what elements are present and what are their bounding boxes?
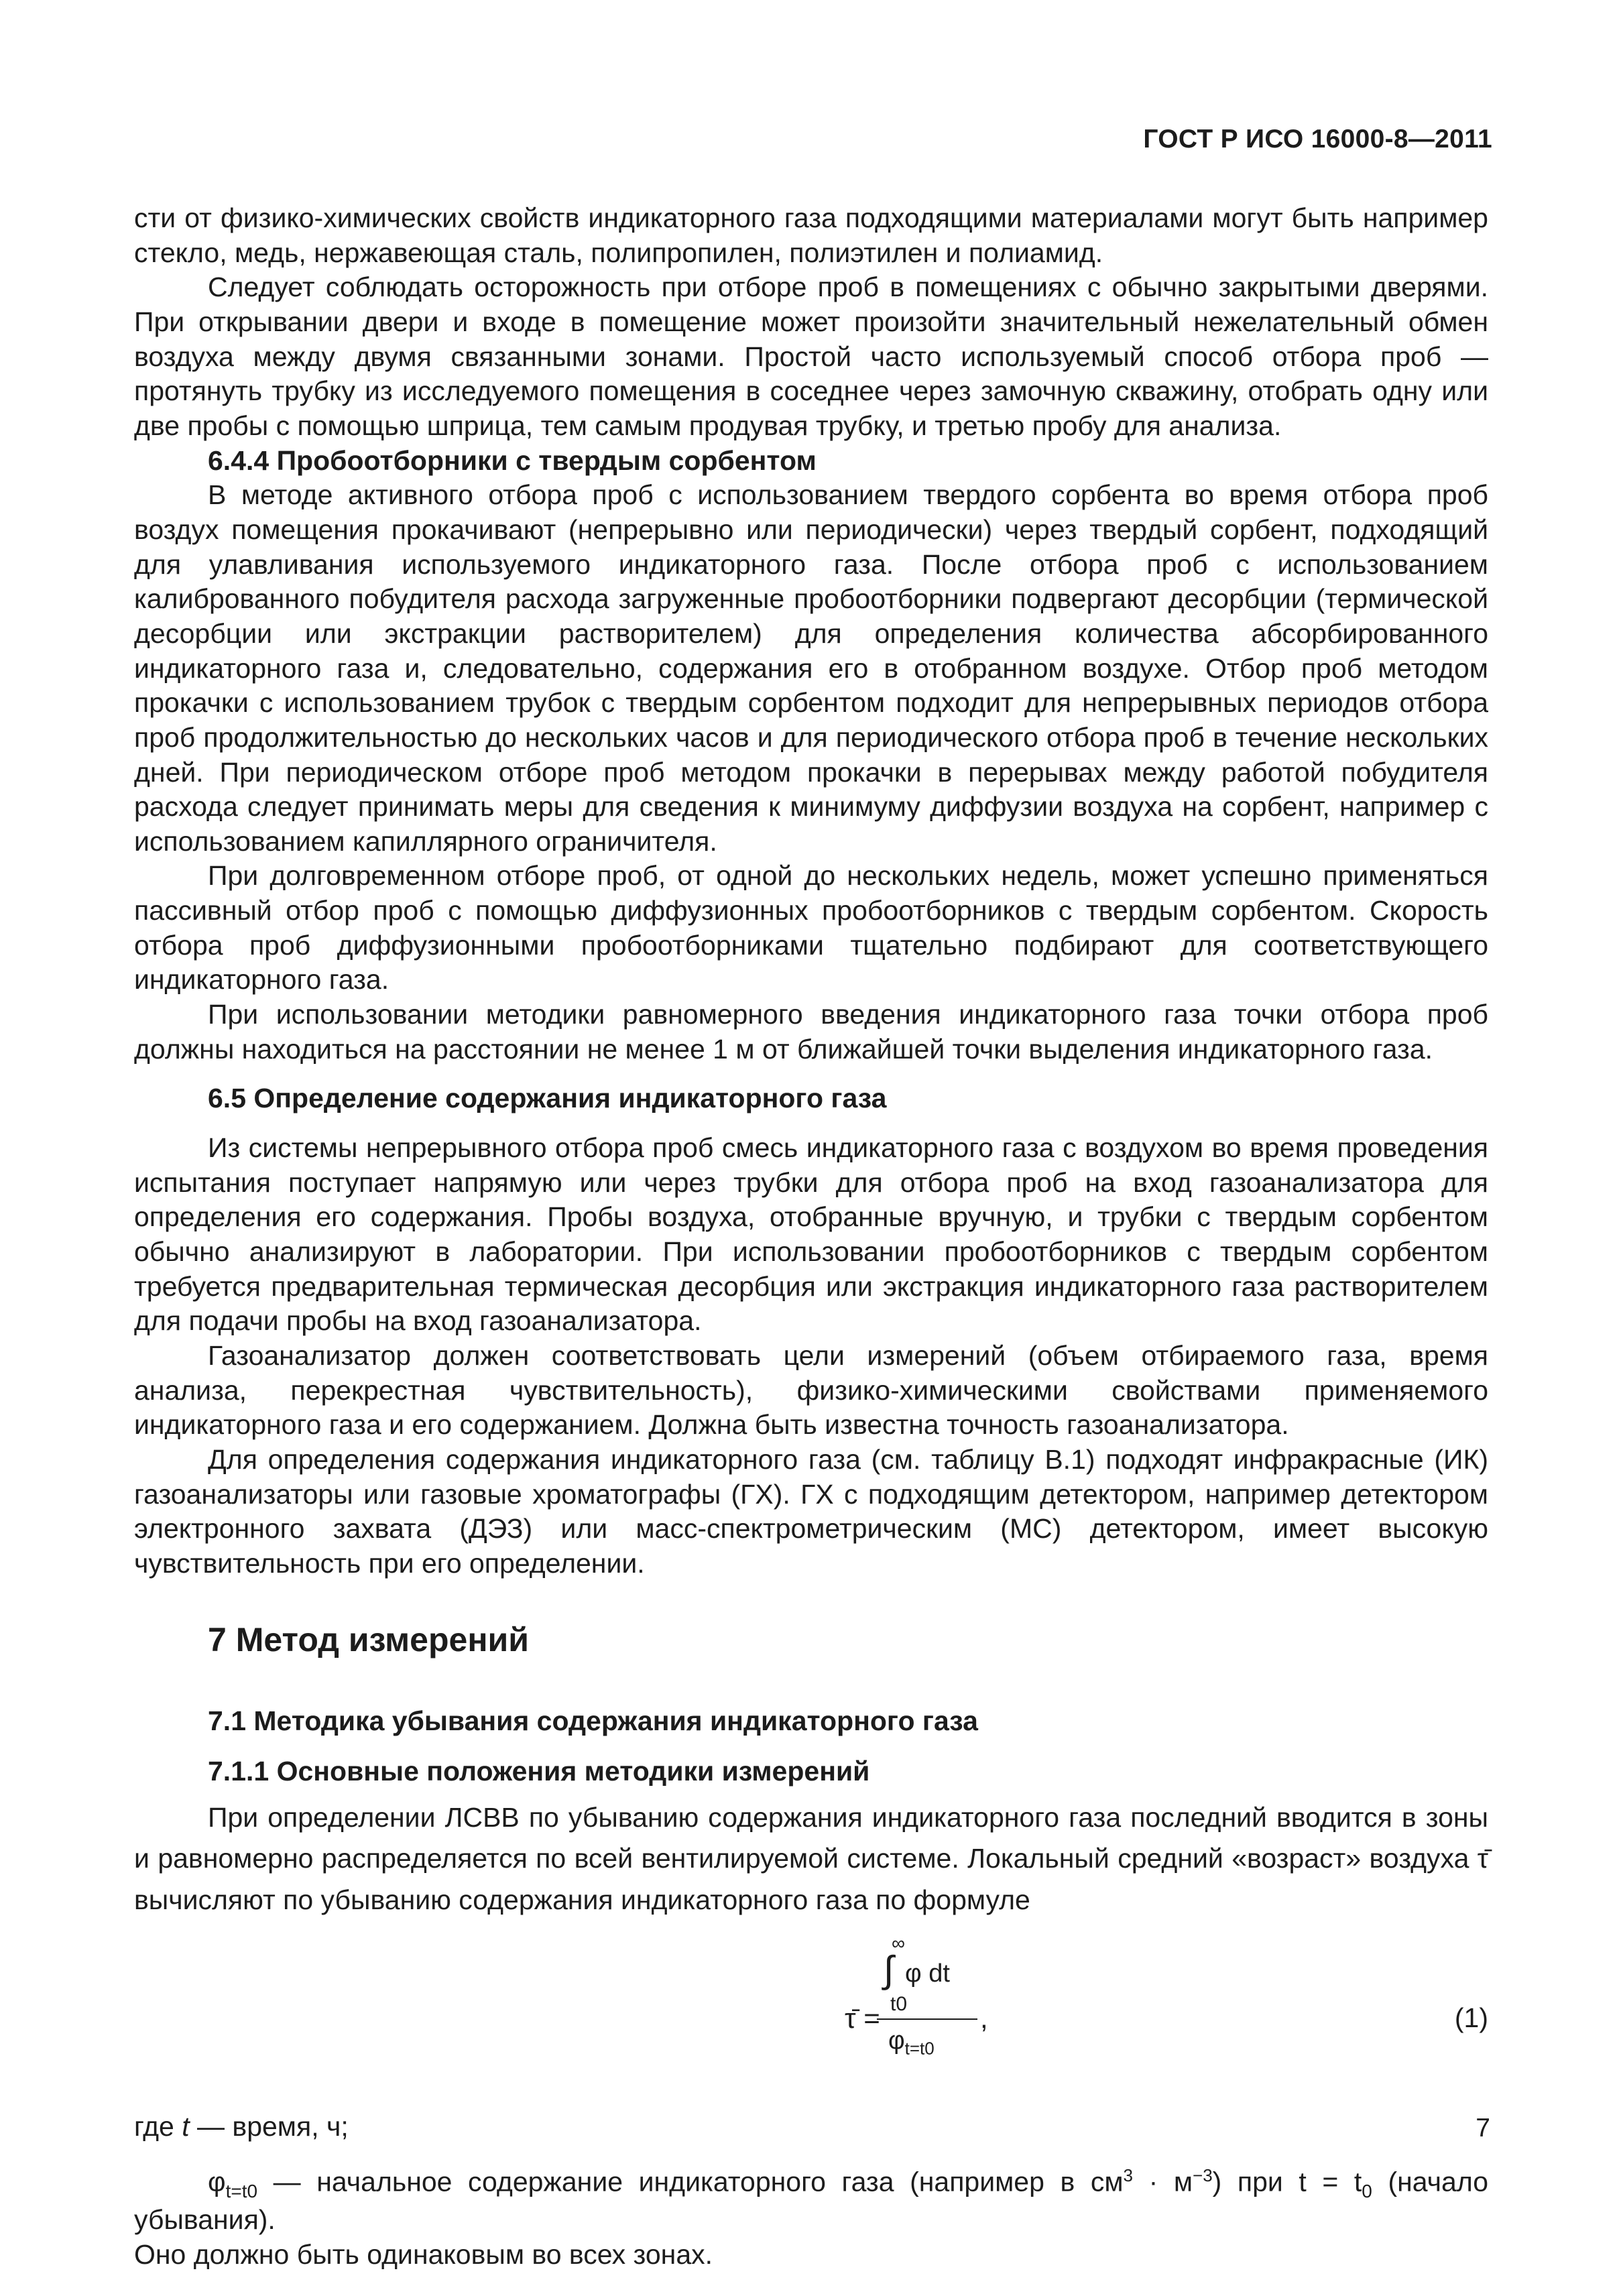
paragraph: При определении ЛСВВ по убыванию содержания индикаторного газа последний вводится в зоны и равномерно распределяется по всей вентилируемой системе. Локальный средний «возраст» воздуха τ̄ вычисляют по убыванию содержания индикаторного газа по формуле [134,1801,1488,1915]
paragraph: Из системы непрерывного отбора проб смесь индикаторного газа с воздухом во время проведения испытания поступает напрямую или через трубки для отбора проб на вход газоанализатора для определения его содержания. Пробы воздуха, отобранные вручную, и трубки с твердым сорбентом обычно анализируют в лаборатории. При использовании пробоотборников с твердым сорбентом требуется предварительная термическая десорбция или экстракция индикаторного газа растворителем для подачи пробы на вход газоанализатора. [134,1132,1488,1337]
standard-number: ГОСТ Р ИСО 16000-8—2011 [1143,125,1492,154]
body-text [134,201,1488,2272]
paragraph: Для определения содержания индикаторного газа (см. таблицу В.1) подходят инфракрасные (ИК) газоанализаторы или газовые хроматографы (ГХ). ГХ с подходящим детектором, например детектором электронного захвата (ДЭЗ) или масс-спектрометрическим (МС) детектором, имеет высокую чувствительность при его определении. [134,1443,1488,1579]
formula-integrand: φ dt [905,1959,950,1988]
paragraph: Следует соблюдать осторожность при отборе проб в помещениях с обычно закрытыми дверями. При открывании двери и входе в помещение может произойти значительный нежелательный обмен воздуха между двумя связанными зонами. Простой часто используемый способ отбора проб — протянуть трубку из исследуемого помещения в соседнее через замочную скважину, отобрать одну или две пробы с помощью шприца, тем самым продувая трубку, и третью пробу для анализа. [134,271,1488,441]
paragraph: При долговременном отборе проб, от одной до нескольких недель, может успешно применяться пассивный отбор проб с помощью диффузионных пробоотборников с твердым сорбентом. Скорость отбора проб диффузионными пробоотборниками тщательно подбирают для соответствующего индикаторного газа. [134,860,1488,995]
paragraph: Газоанализатор должен соответствовать цели измерений (объем отбираемого газа, время анализа, перекрестная чувствительность), физико-химическими свойствами применяемого индикаторного газа и его содержанием. Должна быть известна точность газоанализатора. [134,1340,1488,1441]
section-heading-7-1-1: 7.1.1 Основные положения методики измерений [208,1756,870,1787]
formula-infinity: ∞ [892,1933,905,1954]
formula-comma: , [980,2002,988,2035]
fraction-bar [877,2018,977,2020]
section-heading-7: 7 Метод измерений [208,1620,530,1658]
paragraph: При использовании методики равномерного введения индикаторного газа точки отбора проб должны находиться на расстоянии не менее 1 м от ближайшей точки выделения индикаторного газа. [134,999,1488,1065]
formula-lower-limit: t0 [890,1993,908,2016]
definition-t: где t — время, ч; [134,2111,349,2142]
definition-phi-continued: Оно должно быть одинаковым во всех зонах. [134,2238,713,2270]
section-heading-7-1: 7.1 Методика убывания содержания индикаторного газа [208,1705,978,1736]
formula-lhs: τ̄ = [845,2002,880,2035]
formula-number: (1) [1454,2002,1488,2034]
page-number: 7 [1476,2114,1490,2142]
section-heading-6-5: 6.5 Определение содержания индикаторного газа [208,1083,887,1114]
formula-denominator: $\varphi_{t=t0}$ [888,2027,935,2059]
formula-1 [134,1931,1488,2099]
section-heading-6-4-4: 6.4.4 Пробоотборники с твердым сорбентом [208,444,817,476]
paragraph: сти от физико-химических свойств индикаторного газа подходящими материалами могут быть например стекло, медь, нержавеющая сталь, полипропилен, полиэтилен и полиамид. [134,202,1488,268]
formula-integral: ∫ [884,1948,894,1991]
definition-phi: $\varphi_{t=t0}$ — начальное содержание индикаторного газа (например в $см^3 \cdot м^{-3}$) при $t = t_0$ (начало убывания). [134,2165,1489,2236]
paragraph: В методе активного отбора проб с использованием твердого сорбента во время отбора проб воздух помещения прокачивают (непрерывно или периодически) через твердый сорбент, подходящий для улавливания используемого индикаторного газа. После отбора проб с использованием калиброванного побудителя расхода загруженные пробоотборники подвергают десорбции (термической десорбции или экстракции растворителем) для определения количества абсорбированного индикаторного газа и, следовательно, содержания его в отобранном воздухе. Отбор проб методом прокачки с использованием трубок с твердым сорбентом подходит для непрерывных периодов отбора проб продолжительностью до нескольких часов и для периодического отбора проб в течение нескольких дней. При периодическом отборе проб методом прокачки в перерывах между работой побудителя расхода следует принимать меры для сведения к минимуму диффузии воздуха на сорбент, например с использованием капиллярного ограничителя. [134,479,1488,857]
